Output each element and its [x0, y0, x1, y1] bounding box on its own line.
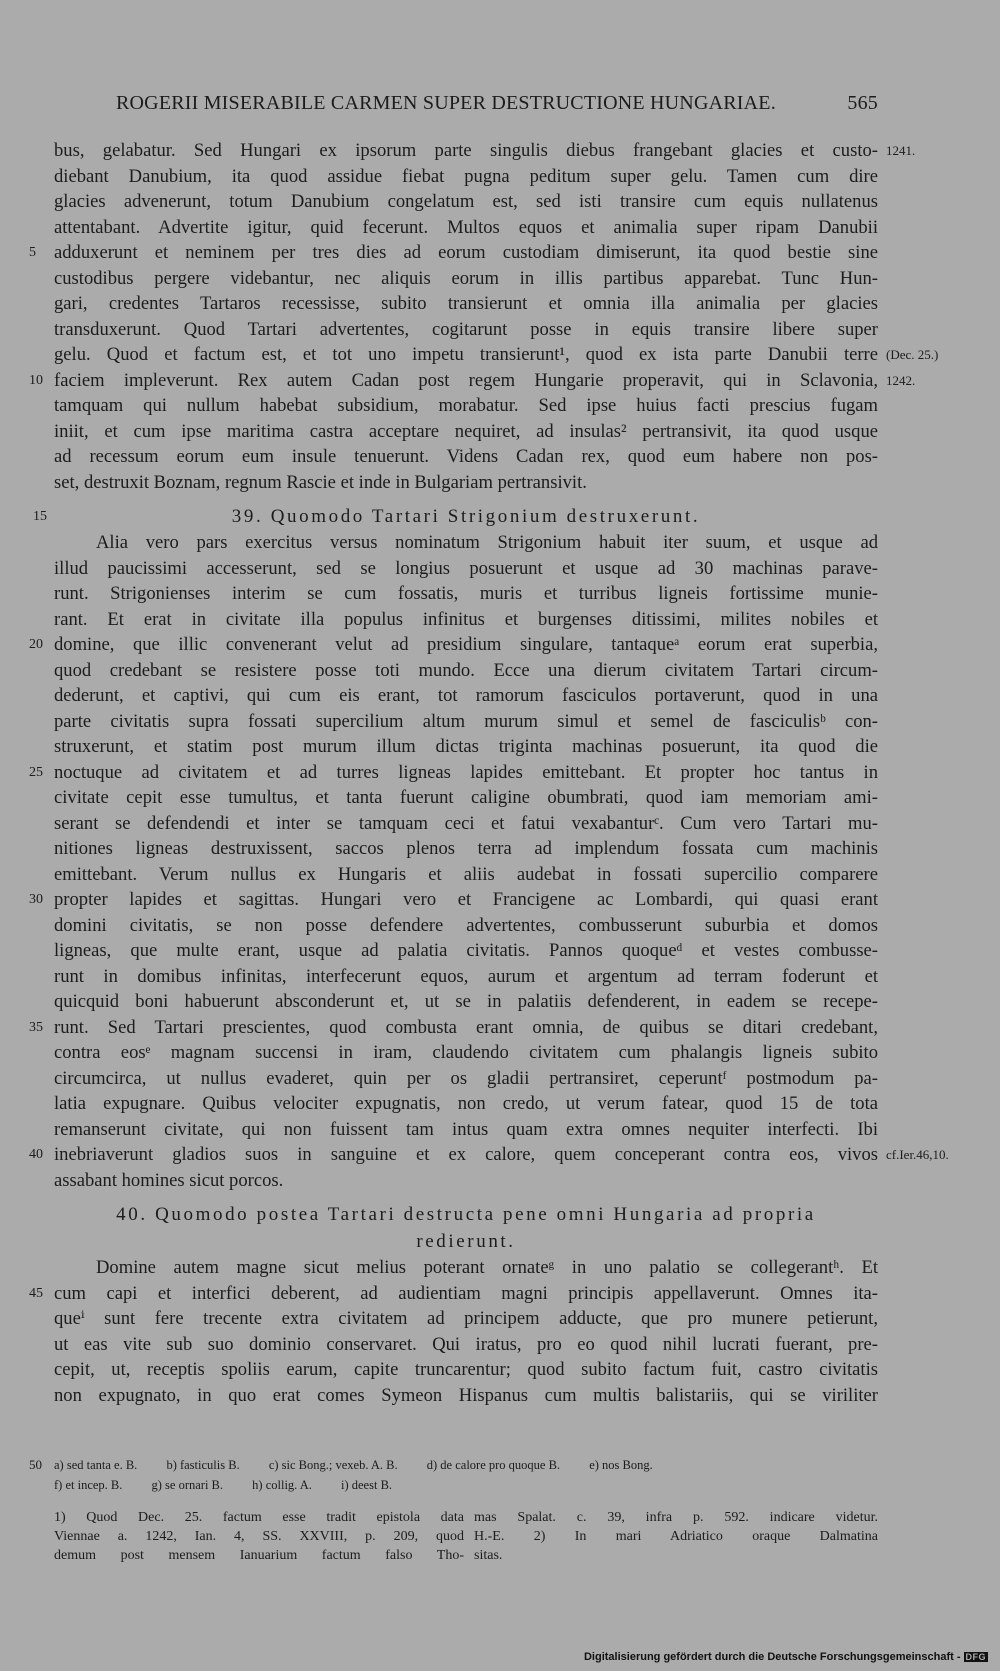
footnote-line: H.-E. 2) In mari Adriatico oraque Dalmatina — [474, 1529, 878, 1544]
line-text: assabant homines sicut porcos. — [54, 1169, 284, 1191]
text-line — [54, 556, 878, 582]
line-text: dederunt, et captivi, qui cum eis erant, tot ramorum fasciculos portaverunt, quod in una — [54, 685, 878, 706]
chapter-40-title-line1: 40. Quomodo postea Tartari destructa pene omni Hungaria ad propria — [116, 1204, 816, 1225]
footnote-line: demum post mensem Ianuarium factum falso Tho- — [54, 1548, 464, 1563]
notes-row-2 — [54, 1475, 878, 1495]
line-text: emittebant. Verum nullus ex Hungaris et aliis audebat in fossati supercilio comparere — [54, 863, 878, 885]
chapter-40-title-line2: redierunt. — [416, 1231, 516, 1252]
line-text: parte civitatis supra fossati supercilium altum murum simul et semel de fasciculisᵇ con- — [54, 710, 878, 732]
line-number: 40 — [29, 1147, 43, 1162]
text-line — [29, 632, 878, 658]
line-text: circumcirca, ut nullus evaderet, quin per os gladii pertransiret, ceperuntᶠ postmodum pa- — [54, 1067, 878, 1089]
text-line — [54, 913, 878, 939]
line-text: rant. Et erat in civitate illa populus infinitus et burgenses ditissimi, milites nobiles et — [54, 608, 878, 630]
line-text: civitate cepit esse tumultus, et tanta fuerunt caligine obumbrati, quod iam memoriam ami- — [54, 787, 878, 808]
chapter-39-title: 39. Quomodo Tartari Strigonium destruxerunt. — [231, 506, 701, 527]
line-text: gelu. Quod et factum est, et tot uno impetu transierunt¹, quod ex ista parte Danubii terre — [54, 344, 878, 365]
text-line — [54, 836, 878, 862]
line-text: diebant Danubium, ita quod assidue fiebat pugna peditum super gelu. Tamen cum dire — [54, 165, 878, 187]
text-line — [29, 240, 878, 266]
text-line — [54, 530, 878, 556]
line-text: contra eosᵉ magnam succensi in iram, claudendo civitatem cum phalangis ligneis subito — [54, 1042, 878, 1063]
notes-row-1 — [29, 1455, 878, 1475]
text-line — [54, 419, 878, 445]
text-line — [54, 266, 878, 292]
text-line — [54, 683, 878, 709]
text-line — [29, 368, 916, 394]
text-line — [54, 215, 878, 241]
margin-note: (Dec. 25.) — [886, 347, 939, 362]
text-line — [54, 189, 878, 215]
text-line — [54, 811, 878, 837]
line-text: noctuque ad civitatem et ad turres ligneas lapides emittebant. Et propter hoc tantus in — [54, 761, 878, 783]
credit-text: Digitalisierung gefördert durch die Deutsche Forschungsgemeinschaft - — [583, 1651, 961, 1663]
line-text: struxerunt, et statim post murum illum dictas triginta machinas posuerunt, ita quod die — [54, 736, 878, 757]
note-a: a) sed tanta e. B. — [54, 1458, 138, 1472]
line-number: 50 — [29, 1457, 42, 1472]
line-text: glacies advenerunt, totum Danubium congelatum est, sed isti transire cum equis nullatenus — [54, 191, 878, 212]
text-line — [29, 1015, 878, 1041]
section-38-continuation — [29, 138, 939, 495]
line-text: adduxerunt et neminem per tres dies ad eorum custodiam dimiserunt, ita quod bestie sine — [54, 242, 878, 263]
chapter-40-heading-cont — [54, 1228, 878, 1255]
line-text: remanserunt civitate, qui non fuissent tam intus quam extra omnes nequiter interfecti. Ibi — [54, 1118, 878, 1140]
line-text: set, destruxit Boznam, regnum Rascie et inde in Bulgariam pertransivit. — [54, 471, 587, 493]
line-text: runt in domibus infinitas, interfecerunt equos, aurum et argentum ad terram foderunt et — [54, 965, 878, 987]
text-line — [54, 709, 878, 735]
text-line — [54, 1117, 878, 1143]
digitization-credit — [584, 1651, 988, 1663]
line-text: cepit, ut, receptis spoliis earum, capite truncarentur; quod subito factum fuit, castro civitatis — [54, 1359, 878, 1380]
page-number: 565 — [847, 92, 878, 114]
line-number: 20 — [29, 637, 43, 652]
line-text: transduxerunt. Quod Tartari advertentes, cogitarunt posse in equis transire libere super — [54, 318, 878, 340]
line-text: domini civitatis, se non posse defendere advertentes, combusserunt suburbia et domos — [54, 914, 878, 936]
line-number: 10 — [29, 372, 43, 388]
chapter-40-heading — [54, 1201, 878, 1228]
chapter-39-heading — [33, 503, 878, 530]
note-g: g) se ornari B. — [151, 1478, 224, 1492]
line-number: 35 — [29, 1019, 43, 1035]
line-text: propter lapides et sagittas. Hungari vero et Francigene ac Lombardi, qui quasi erant — [54, 889, 878, 910]
text-line — [29, 1142, 949, 1168]
margin-note: cf.Ier.46,10. — [886, 1147, 949, 1162]
line-text: domine, que illic convenerant velut ad presidium singulare, tantaqueᵃ eorum erat superbia, — [54, 634, 878, 655]
line-number: 45 — [29, 1285, 43, 1301]
line-text: Alia vero pars exercitus versus nominatum Strigonium habuit iter suum, et usque ad — [96, 532, 878, 553]
line-text: faciem impleverunt. Rex autem Cadan post regem Hungarie properavit, qui in Sclavonia, — [54, 369, 878, 391]
line-number: 30 — [29, 892, 43, 907]
line-text: latia expugnare. Quibus velociter expugnatis, non credo, ut verum fatear, quod 15 de tota — [54, 1093, 878, 1114]
note-c: c) sic Bong.; vexeb. A. B. — [268, 1458, 398, 1472]
text-line — [54, 734, 878, 760]
note-e: e) nos Bong. — [589, 1458, 653, 1472]
text-line — [54, 470, 878, 496]
text-line — [54, 1332, 878, 1358]
text-line — [29, 1281, 878, 1307]
text-line — [54, 1091, 878, 1117]
text-line — [54, 1306, 878, 1332]
text-line — [54, 393, 878, 419]
line-text: queⁱ sunt fere trecente extra civitatem ad principem adducte, que pro munere petierunt, — [54, 1308, 878, 1329]
text-line — [54, 938, 878, 964]
footnote-line: 1) Quod Dec. 25. factum esse tradit epistola data — [54, 1510, 464, 1525]
line-text: quicquid boni habuerunt absconderunt et, ut se in palatiis defenderent, in eadem se recepe- — [54, 991, 878, 1012]
line-text: gari, credentes Tartaros recessisse, subito transierunt et omnia illa animalia per glacies — [54, 293, 878, 314]
line-number: 15 — [33, 509, 47, 524]
line-number: 5 — [29, 245, 36, 260]
text-line — [29, 887, 878, 913]
text-line — [54, 785, 878, 811]
text-line — [54, 1383, 878, 1409]
line-text: tamquam qui nullum habebat subsidium, morabatur. Sed ipse huius facti prescius fugam — [54, 395, 878, 416]
text-line — [54, 862, 878, 888]
line-text: ad recessum eorum eum insule tenuerunt. Videns Cadan rex, quod eum habere non pos- — [54, 446, 878, 467]
text-line — [54, 1255, 878, 1281]
line-text: inebriaverunt gladios suos in sanguine et ex calore, quem conceperant contra eos, vivos — [54, 1144, 878, 1165]
dfg-logo: DFG — [965, 1652, 986, 1662]
text-line — [29, 760, 878, 786]
chapter-40-text — [29, 1255, 878, 1408]
line-text: illud paucissimi accesserunt, sed se longius posuerunt et usque ad 30 machinas parave- — [54, 557, 878, 579]
line-text: Domine autem magne sicut melius poterant ornateᵍ in uno palatio se collegerantʰ. Et — [96, 1257, 878, 1278]
text-line — [54, 581, 878, 607]
line-text: serant se defendendi et inter se tamquam ceci et fatui vexabanturᶜ. Cum vero Tartari mu- — [54, 812, 878, 834]
line-text: ut eas vite sub suo dominio conservaret. Qui iratus, pro eo quod nihil lucrati fuerant, pre- — [54, 1333, 878, 1355]
line-text: cum capi et interfici deberent, ad audientiam magni principis appellaverunt. Omnes ita- — [54, 1282, 878, 1304]
note-f: f) et incep. B. — [54, 1478, 123, 1492]
line-text: non expugnato, in quo erat comes Symeon Hispanus cum multis balistariis, qui se viriliter — [54, 1384, 878, 1406]
note-b: b) fasticulis B. — [166, 1458, 240, 1472]
line-text: bus, gelabatur. Sed Hungari ex ipsorum parte singulis diebus frangebant glacies et custo- — [54, 140, 878, 161]
line-text: runt. Strigonienses interim se cum fossatis, muris et turribus ligneis fortissime munie- — [54, 583, 878, 604]
line-text: ligneas, que multe erant, usque ad palatia civitatis. Pannos quoqueᵈ et vestes combusse- — [54, 940, 878, 961]
footnotes-right-column — [474, 1508, 878, 1565]
line-text: attentabant. Advertite igitur, quid fecerunt. Multos equos et animalia super ripam Danubii — [54, 216, 878, 238]
note-d: d) de calore pro quoque B. — [426, 1458, 561, 1472]
running-title: ROGERII MISERABILE CARMEN SUPER DESTRUCTIONE HUNGARIAE. — [116, 92, 776, 114]
text-line — [54, 607, 878, 633]
text-line — [54, 964, 878, 990]
margin-note: 1241. — [886, 143, 916, 158]
text-line — [54, 1168, 878, 1194]
line-text: nitiones ligneas destruxissent, saccos plenos terra ad implendum fossata cum machinis — [54, 838, 878, 859]
line-text: quod credebant se resistere posse toti mundo. Ecce una dierum civitatem Tartari circum- — [54, 659, 878, 681]
margin-note: 1242. — [886, 372, 916, 388]
text-line — [54, 1357, 878, 1383]
line-text: iniit, et cum ipse maritima castra acceptare nequiret, ad insulas² pertransivit, ita quod usque — [54, 420, 878, 442]
text-line — [54, 291, 878, 317]
chapter-39-text — [29, 530, 949, 1193]
text-line — [54, 342, 939, 368]
text-line — [54, 317, 878, 343]
line-text: custodibus pergere videbantur, nec aliquis eorum in illis partibus apparebat. Tunc Hun- — [54, 267, 878, 289]
footnotes-left-column — [54, 1508, 464, 1565]
note-h: h) collig. A. — [252, 1478, 312, 1492]
text-line — [54, 658, 878, 684]
main-text — [29, 138, 949, 1408]
text-line — [54, 444, 878, 470]
text-line — [54, 1040, 878, 1066]
footnote-line: sitas. — [474, 1548, 503, 1563]
line-number: 25 — [29, 764, 43, 780]
text-line — [54, 1066, 878, 1092]
text-line — [54, 138, 916, 164]
line-text: runt. Sed Tartari prescientes, quod combusta erant omnia, de quibus se ditari credebant, — [54, 1016, 878, 1038]
text-line — [54, 164, 878, 190]
note-i: i) deest B. — [341, 1478, 393, 1492]
footnote-line: Viennae a. 1242, Ian. 4, SS. XXVIII, p. 209, quod — [54, 1529, 464, 1544]
text-line — [54, 989, 878, 1015]
footnote-line: mas Spalat. c. 39, infra p. 592. indicare videtur. — [474, 1510, 878, 1525]
textual-notes — [29, 1455, 878, 1495]
